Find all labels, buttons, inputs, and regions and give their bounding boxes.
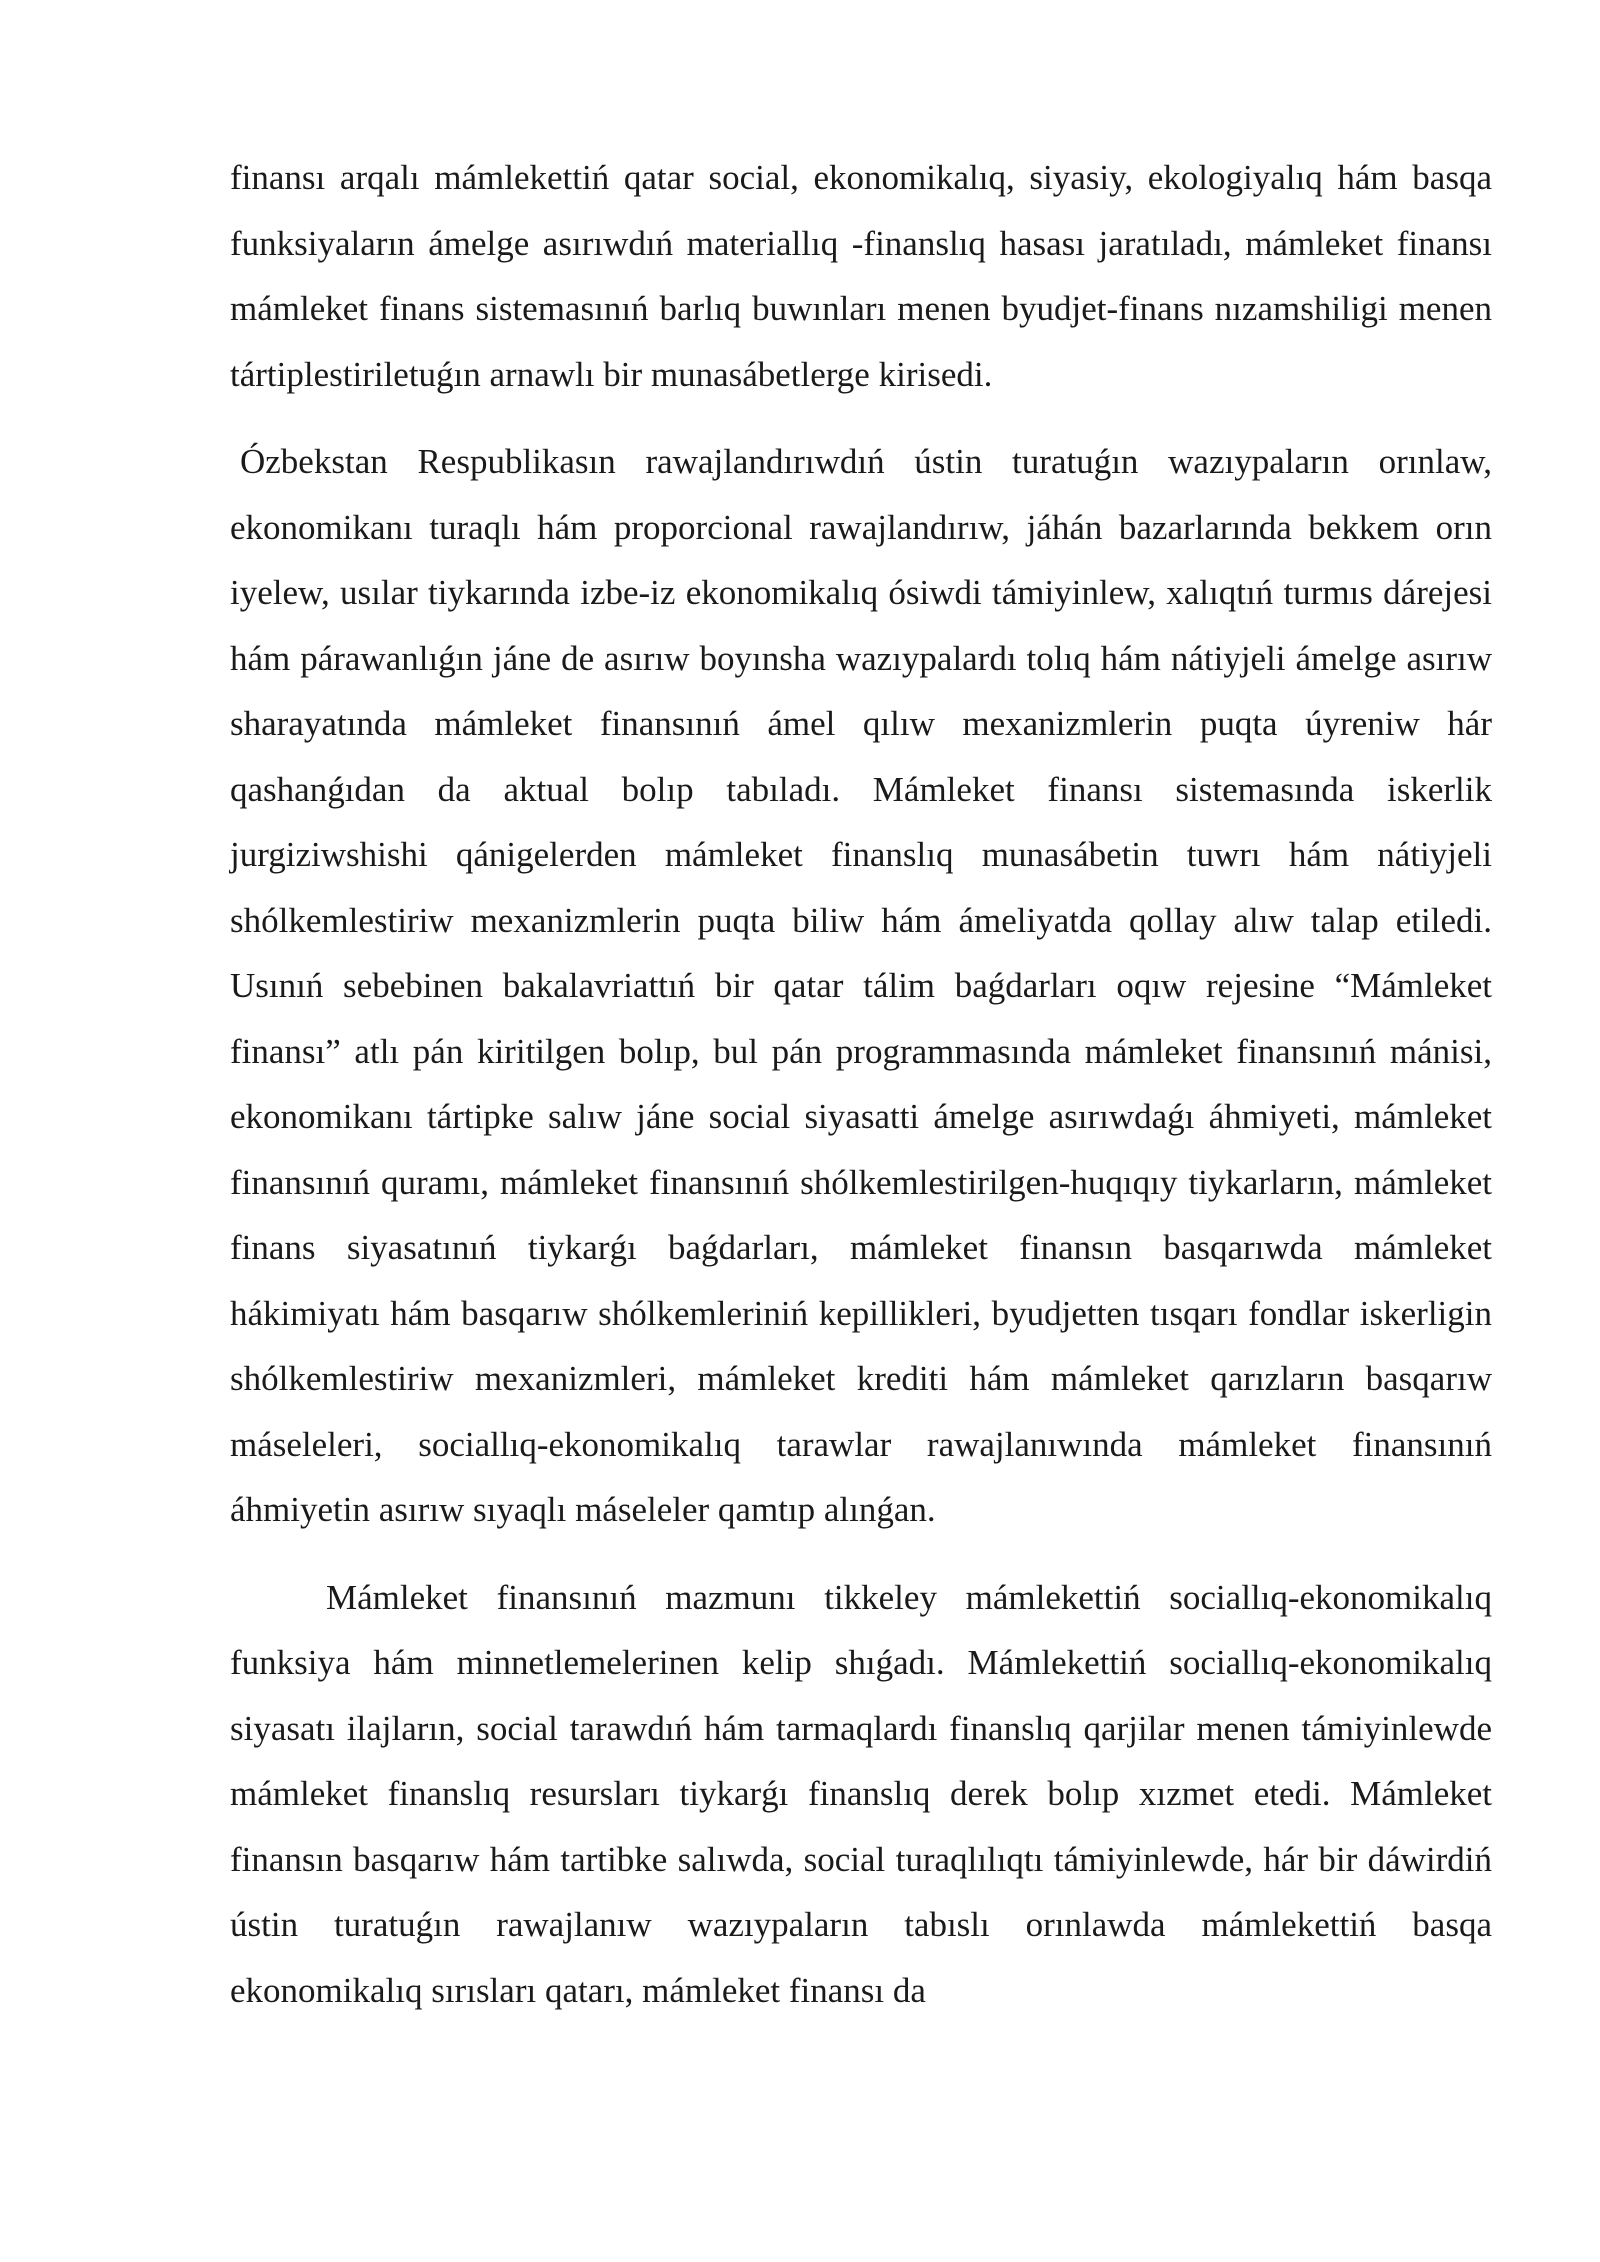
text-body (230, 145, 1492, 2023)
paragraph-2: Ózbekstan Respublikasın rawajlandırıwdıń ústin turatuǵın wazıypaların orınlaw, ekonomikanı turaqlı hám proporcional rawajlandırıw, jáhán bazarlarında bekkem orın iyelew, usılar tiykarında izbe-iz ekonomikalıq ósiwdi támiyinlew, xalıqtıń turmıs dárejesi hám párawanlıǵın jáne de asırıw boyınsha wazıypalardı tolıq hám nátiyjeli ámelge asırıw sharayatında mámleket finansınıń ámel qılıw mexanizmlerin puqta úyreniw hár qashanǵıdan da aktual bolıp tabıladı. Mámleket finansı sistemasında iskerlik jurgiziwshishi qánigelerden mámleket finanslıq munasábetin tuwrı hám nátiyjeli shólkemlestiriw mexanizmlerin puqta biliw hám ámeliyatda qollay alıw talap etiledi. Usınıń sebebinen bakalavriattıń bir qatar tálim baǵdarları oqıw rejesine “Mámleket finansı” atlı pán kiritilgen bolıp, bul pán programmasında mámleket finansınıń mánisi, ekonomikanı tártipke salıw jáne social siyasatti ámelge asırıwdaǵı áhmiyeti, mámleket finansınıń quramı, mámleket finansınıń shólkemlestirilgen-huqıqıy tiykarların, mámleket finans siyasatınıń tiykarǵı baǵdarları, mámleket finansın basqarıwda mámleket hákimiyatı hám basqarıw shólkemleriniń kepillikleri, byudjetten tısqarı fondlar iskerligin shólkemlestiriw mexanizmleri, mámleket krediti hám mámleket qarızların basqarıw máseleleri, sociallıq-ekonomikalıq tarawlar rawajlanıwında mámleket finansınıń áhmiyetin asırıw sıyaqlı máseleler qamtıp alınǵan. (230, 442, 1492, 1529)
paragraph-3: Mámleket finansınıń mazmunı tikkeley mámlekettiń sociallıq-ekonomikalıq funksiya hám minnetlemelerinen kelip shıǵadı. Mámlekettiń sociallıq-ekonomikalıq siyasatı ilajların, social tarawdıń hám tarmaqlardı finanslıq qarjilar menen támiyinlewde mámleket finanslıq resursları tiykarǵı finanslıq derek bolıp xızmet etedi. Mámleket finansın basqarıw hám tartibke salıwda, social turaqlılıqtı támiyinlewde, hár bir dáwirdiń ústin turatuǵın rawajlanıw wazıypaların tabıslı orınlawda mámlekettiń basqa ekonomikalıq sırısları qatarı, mámleket finansı da (230, 1577, 1492, 2010)
paragraph-1: finansı arqalı mámlekettiń qatar social, ekonomikalıq, siyasiy, ekologiyalıq hám basqa funksiyaların ámelge asırıwdıń materiallıq -finanslıq hasası jaratıladı, mámleket finansı mámleket finans sistemasınıń barlıq buwınları menen byudjet-finans nızamshiligi menen tártiplestiriletuǵın arnawlı bir munasábetlerge kirisedi. (230, 158, 1492, 394)
